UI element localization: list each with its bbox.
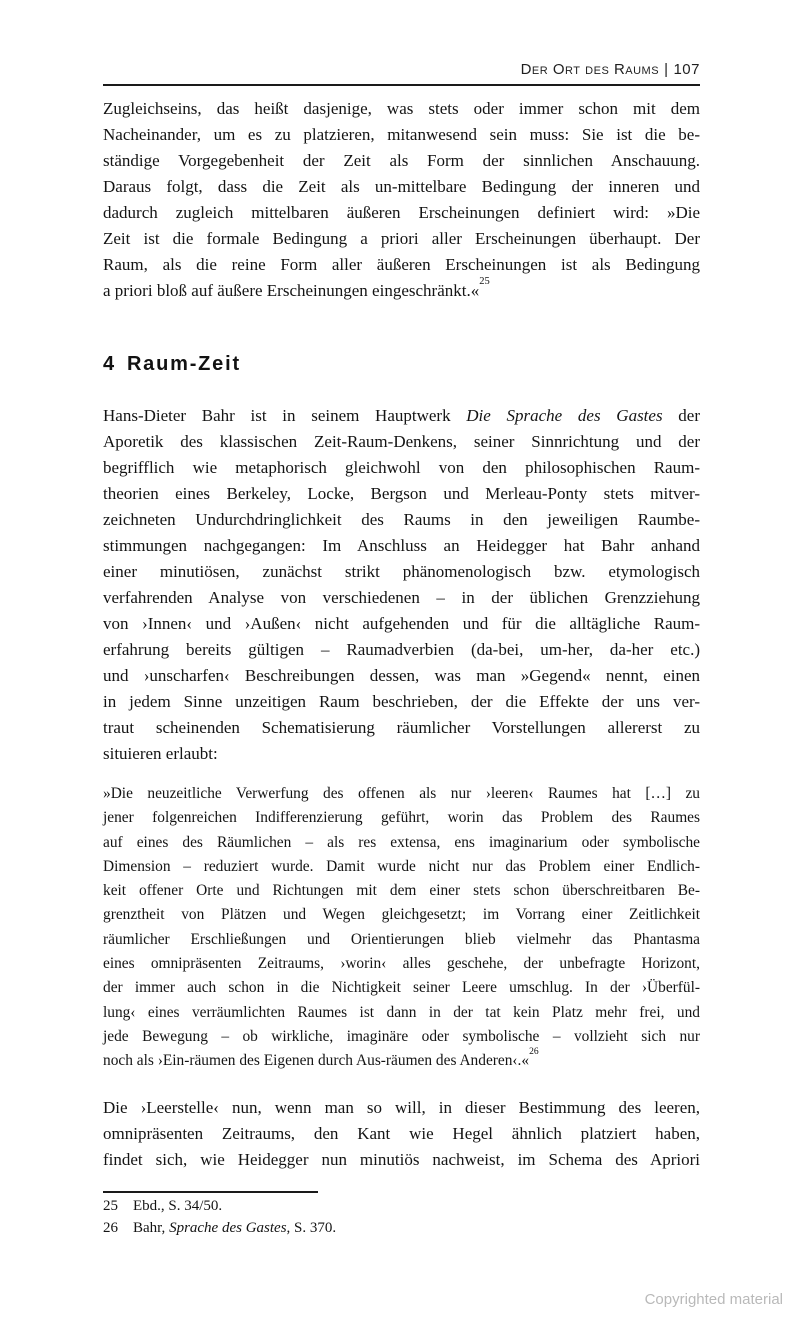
footnotes [103,1195,700,1240]
text-line [103,1147,700,1173]
text-segment: »Die neuzeitliche Verwerfung des offenen als nur ›leeren‹ Raumes hat […] zu [103,785,700,802]
page-header [103,60,700,86]
text-segment: der immer auch schon in die Nichtigkeit seiner Leere umschlug. In der ›Überfül- [103,979,700,997]
text-segment: traut scheinenden Schematisierung räumlicher Vorstellungen allererst zu [103,718,700,737]
footnote-separator [103,1191,318,1193]
text-line [103,1001,700,1025]
text-segment: und ›unscharfen‹ Beschreibungen dessen, was man »Gegend« nennt, einen [103,666,700,685]
page-number: 107 [673,61,700,78]
text-line [103,903,700,927]
text-segment: von ›Innen‹ und ›Außen‹ nicht aufgehenden und für die alltägliche Raum- [103,614,700,633]
text-line [103,1025,700,1049]
text-segment: a priori bloß auf äußere Erscheinungen eingeschränkt.« [103,281,480,300]
text-segment: auf eines des Räumlichen – als res extensa, ens imaginarium oder symbolische [103,833,700,851]
text-line [103,200,700,226]
text-line [103,403,700,429]
footnote-text [133,1195,700,1218]
text-segment: Daraus folgt, dass die Zeit als un-mittelbare Bedingung der inneren und [103,177,700,196]
footnote-number: 26 [103,1220,118,1237]
text-line [103,689,700,715]
text-segment: in jedem Sinne unzeitigen Raum beschrieben, der die Effekte der uns ver- [103,692,700,711]
text-segment: begrifflich wie metaphorisch gleichwohl von den philosophischen Raum- [103,458,700,477]
text-segment: Raum, als die reine Form aller äußeren Erscheinungen ist als Bedingung [103,255,700,274]
text-line [103,533,700,559]
text-line [103,831,700,855]
text-line [103,741,700,767]
text-segment: Nacheinander, um es zu platzieren, mitanwesend sein muss: Sie ist die be- [103,125,700,144]
footnote-26 [103,1217,700,1240]
italic-text: Die Sprache des Gastes [466,406,663,425]
text-segment: räumlicher Erschließungen und Orientierungen blieb vielmehr das Phantasma [103,930,700,948]
text-segment: lung‹ eines verräumlichten Raumes ist dann in der tat kein Platz mehr frei, und [103,1003,700,1021]
text-line [103,806,700,830]
text-line [103,1095,700,1121]
text-line [103,611,700,637]
text-segment: stimmungen nachgegangen: Im Anschluss an Heidegger hat Bahr anhand [103,536,700,555]
text-line [103,559,700,585]
text-segment: grenztheit von Plätzen und Wegen gleichgesetzt; im Vorrang einer Zeitlichkeit [103,906,700,924]
text-segment: findet sich, wie Heidegger nun minutiös nachweist, im Schema des Apriori [103,1149,700,1169]
footnote-25 [103,1195,700,1218]
text-line [103,275,700,304]
text-segment: dadurch zugleich mittelbaren äußeren Erscheinungen definiert wird: »Die [103,203,700,222]
text-segment: Hans-Dieter Bahr ist in seinem Hauptwerk [103,406,467,425]
text-segment: der [662,406,700,425]
text-line [103,782,700,806]
text-line [103,976,700,1000]
text-line [103,1045,700,1073]
text-segment: Zeit ist die formale Bedingung a priori aller Erscheinungen überhaupt. Der [103,229,700,248]
text-segment: ständige Vorgegebenheit der Zeit als Form der sinnlichen Anschauung. [103,151,700,170]
text-line [103,96,700,122]
text-segment: Dimension – reduziert wurde. Damit wurde nicht nur das Problem einer Endlich- [103,857,700,875]
paragraph-1 [103,96,700,304]
text-line [103,855,700,879]
text-line [103,1121,700,1147]
footnote-reference: 26 [529,1045,539,1057]
paragraph-3 [103,1095,700,1173]
text-line [103,507,700,533]
text-segment: omnipräsenten Zeitraums, den Kant wie Hegel ähnlich platziert haben, [103,1123,700,1143]
text-segment: jede Bewegung – ob wirkliche, imaginäre oder symbolische – vollzieht sich nur [103,1027,700,1045]
text-line [103,174,700,200]
text-line [103,252,700,278]
text-segment: Bahr, [133,1220,170,1237]
text-segment: theorien eines Berkeley, Locke, Bergson und Merleau-Ponty stets mitver- [103,484,700,503]
text-line [103,481,700,507]
text-line [103,952,700,976]
section-number: 4 [103,353,116,375]
text-line [103,637,700,663]
text-segment: Zugleichseins, das heißt dasjenige, was stets oder immer schon mit dem [103,99,700,118]
running-header-title: Der Ort des Raums [520,61,660,78]
text-line [103,429,700,455]
text-segment: Ebd., S. 34/50. [133,1197,223,1214]
text-segment: verfahrenden Analyse von verschiedenen – in der üblichen Grenzziehung [103,588,700,607]
text-segment: noch als ›Ein-räumen des Eigenen durch Aus-räumen des Anderen‹.« [103,1052,530,1070]
text-line [103,226,700,252]
text-line [103,663,700,689]
paragraph-2 [103,403,700,767]
text-segment: erfahrung bereits gültigen – Raumadverbien (da-bei, um-her, da-her etc.) [103,640,700,659]
text-segment: Die ›Leerstelle‹ nun, wenn man so will, in dieser Bestimmung des leeren, [103,1097,700,1117]
text-segment: zeichneten Undurchdringlichkeit des Raums in den jeweiligen Raumbe- [103,510,700,529]
text-line [103,879,700,903]
footnote-number: 25 [103,1197,118,1214]
text-segment: situieren erlaubt: [103,744,218,763]
text-line [103,455,700,481]
footnote-text [133,1217,700,1240]
text-segment: einer minutiösen, zunächst strikt phänomenologisch bzw. etymologisch [103,562,700,581]
text-segment: keit offener Orte und Richtungen mit dem einer stets schon überschreitbaren Be- [103,882,700,900]
text-segment: , S. 370. [286,1220,337,1237]
section-title: Raum-Zeit [126,353,241,375]
text-segment: eines omnipräsenten Zeitraums, ›worin‹ alles geschehe, der unbefragte Horizont, [103,955,700,973]
text-line [103,148,700,174]
text-column [103,60,700,1240]
text-line [103,585,700,611]
text-segment: Aporetik des klassischen Zeit-Raum-Denkens, seiner Sinnrichtung und der [103,432,700,451]
italic-text: Sprache des Gastes [169,1220,287,1237]
section-heading [103,352,700,376]
text-line [103,928,700,952]
header-separator: | [664,61,669,78]
text-segment: jener folgenreichen Indifferenzierung geführt, worin das Problem des Raumes [103,809,700,827]
text-line [103,122,700,148]
block-quote [103,782,700,1074]
footnote-reference: 25 [479,275,490,287]
text-line [103,715,700,741]
copyright-watermark: Copyrighted material [644,1291,783,1308]
